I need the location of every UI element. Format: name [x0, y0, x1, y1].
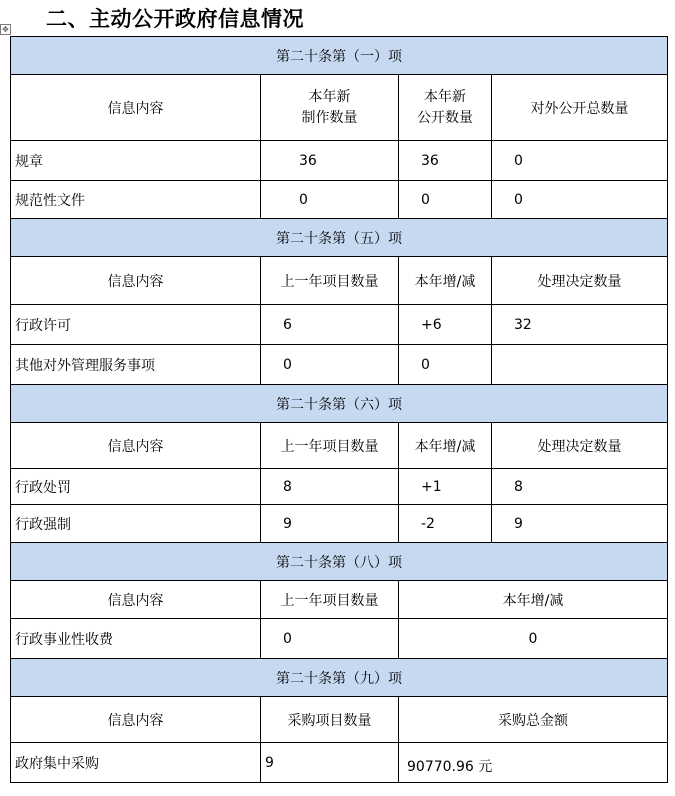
table-row	[11, 505, 668, 543]
header-line: 本年新	[308, 88, 351, 105]
header-cell: 信息内容	[11, 423, 261, 469]
section-band	[11, 219, 668, 257]
value-cell: 6	[261, 305, 399, 345]
value-cell: 0	[492, 181, 668, 219]
value-cell: 36	[261, 141, 399, 181]
header-cell: 上一年项目数量	[261, 423, 399, 469]
table-row	[11, 619, 668, 659]
header-row	[11, 75, 668, 141]
band-label: 第二十条第（八）项	[11, 543, 668, 581]
header-cell: 信息内容	[11, 75, 261, 141]
band-label: 第二十条第（一）项	[11, 37, 668, 75]
row-label: 其他对外管理服务事项	[11, 345, 261, 385]
header-cell: 上一年项目数量	[261, 257, 399, 305]
header-row	[11, 581, 668, 619]
header-line: 公开数量	[417, 109, 473, 126]
section-band	[11, 385, 668, 423]
header-cell: 采购项目数量	[261, 697, 399, 743]
row-label: 规范性文件	[11, 181, 261, 219]
header-cell: 对外公开总数量	[492, 75, 668, 141]
section-title: 二、主动公开政府信息情况	[46, 7, 304, 31]
value-cell: -2	[399, 505, 492, 543]
header-cell	[261, 75, 399, 141]
header-row	[11, 697, 668, 743]
header-cell: 本年增/减	[399, 423, 492, 469]
section-band	[11, 543, 668, 581]
table-row	[11, 305, 668, 345]
band-label: 第二十条第（五）项	[11, 219, 668, 257]
header-cell: 信息内容	[11, 697, 261, 743]
value-cell: 0	[261, 181, 399, 219]
value-cell: 8	[261, 469, 399, 505]
disclosure-table	[10, 36, 668, 783]
value-cell: 0	[399, 181, 492, 219]
table-row	[11, 141, 668, 181]
header-cell: 处理决定数量	[492, 257, 668, 305]
header-row	[11, 423, 668, 469]
value-cell: 90770.96 元	[399, 743, 668, 783]
header-cell: 本年增/减	[399, 257, 492, 305]
move-handle-icon[interactable]: ✥	[0, 24, 11, 35]
value-cell: 0	[399, 619, 668, 659]
value-cell: 0	[399, 345, 492, 385]
value-cell: 9	[261, 743, 399, 783]
value-cell: 9	[261, 505, 399, 543]
row-label: 行政许可	[11, 305, 261, 345]
row-label: 规章	[11, 141, 261, 181]
header-cell	[399, 75, 492, 141]
header-cell: 信息内容	[11, 257, 261, 305]
table-row	[11, 345, 668, 385]
value-cell: 0	[492, 141, 668, 181]
row-label: 行政强制	[11, 505, 261, 543]
value-cell: +6	[399, 305, 492, 345]
header-line: 本年新	[424, 88, 466, 105]
value-cell: 9	[492, 505, 668, 543]
header-cell: 处理决定数量	[492, 423, 668, 469]
header-cell: 信息内容	[11, 581, 261, 619]
table-row	[11, 469, 668, 505]
header-cell: 上一年项目数量	[261, 581, 399, 619]
value-cell: 0	[261, 345, 399, 385]
row-label: 行政事业性收费	[11, 619, 261, 659]
band-label: 第二十条第（九）项	[11, 659, 668, 697]
header-line: 制作数量	[301, 109, 358, 126]
band-label: 第二十条第（六）项	[11, 385, 668, 423]
table-row	[11, 181, 668, 219]
header-cell: 本年增/减	[399, 581, 668, 619]
section-band	[11, 659, 668, 697]
value-cell: 32	[492, 305, 668, 345]
section-band	[11, 37, 668, 75]
table-row	[11, 743, 668, 783]
value-cell: +1	[399, 469, 492, 505]
value-cell: 8	[492, 469, 668, 505]
row-label: 政府集中采购	[11, 743, 261, 783]
value-cell	[492, 345, 668, 385]
header-row	[11, 257, 668, 305]
header-cell: 采购总金额	[399, 697, 668, 743]
value-cell: 36	[399, 141, 492, 181]
value-cell: 0	[261, 619, 399, 659]
row-label: 行政处罚	[11, 469, 261, 505]
